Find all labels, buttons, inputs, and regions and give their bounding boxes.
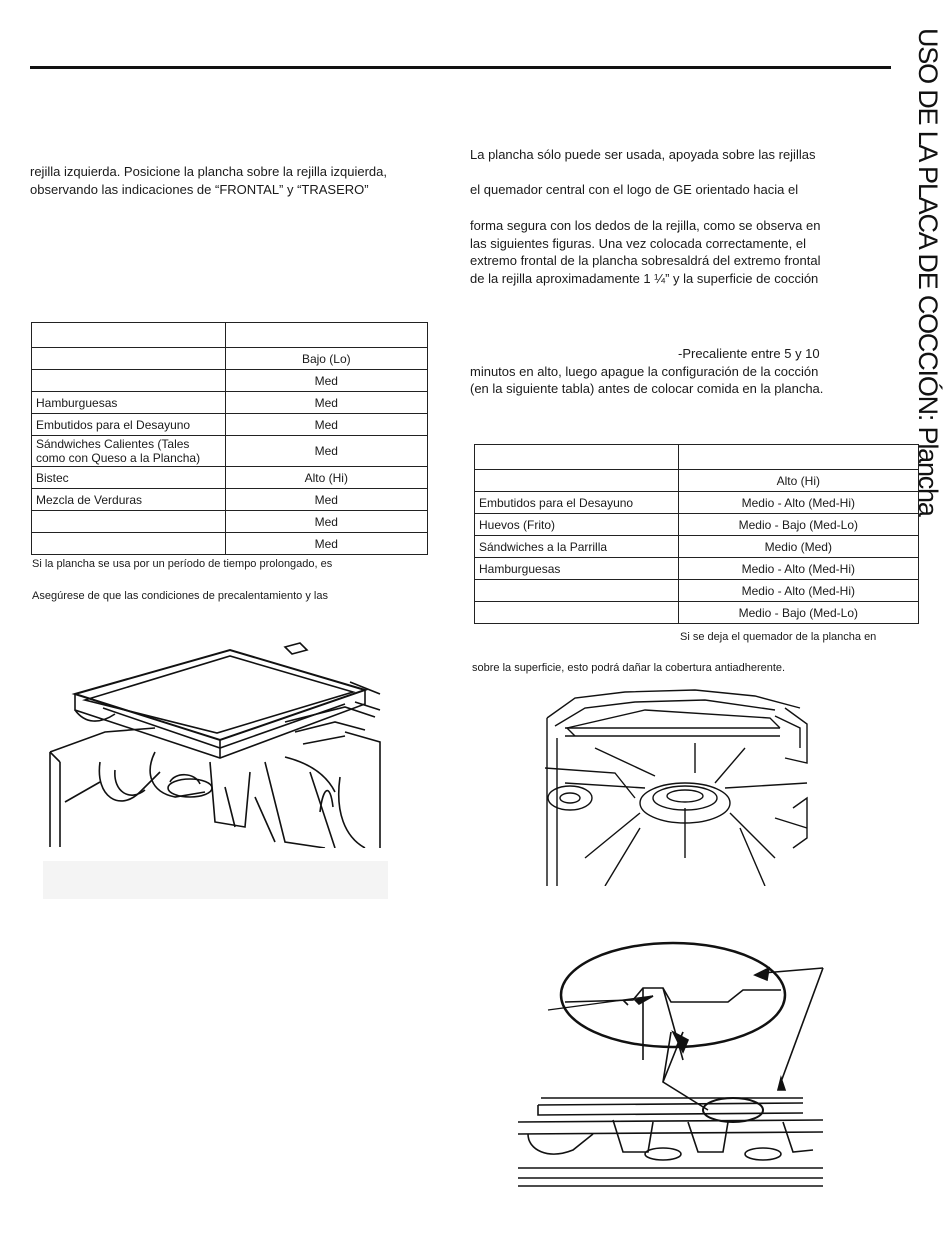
table-row [475, 602, 919, 624]
food-cell [32, 370, 226, 392]
right-para3-line: de la rejilla aproximadamente 1 ¼” y la superficie de cocción [470, 270, 819, 286]
food-cell [475, 470, 679, 492]
right-para3-line: extremo frontal de la plancha sobresaldrá del extremo frontal [470, 253, 821, 268]
table-row [32, 533, 428, 555]
food-cell [32, 436, 226, 467]
left-intro-line: observando las indicaciones de “FRONTAL” y “TRASERO” [30, 181, 369, 197]
right-paragraph-1 [470, 146, 815, 164]
right-note-1: Si se deja el quemador de la plancha en [680, 631, 877, 643]
left-intro-line: rejilla izquierda. Posicione la plancha sobre la rejilla izquierda, [30, 164, 387, 179]
setting-cell: Med [225, 511, 427, 533]
table-row [475, 514, 919, 536]
setting-cell: Bajo (Lo) [225, 348, 427, 370]
header-rule [30, 66, 891, 69]
food-cell [475, 602, 679, 624]
table-row [32, 370, 428, 392]
right-para1-line: La plancha sólo puede ser usada, apoyada sobre las rejillas [470, 147, 816, 162]
left-note-2: Asegúrese de que las condiciones de precalentamiento y las [32, 590, 328, 602]
food-cell [475, 580, 679, 602]
page-section-title: USO DE LA PLACA DE COCCIÓN: Plancha [913, 28, 943, 516]
table-header-row [475, 445, 919, 470]
table-row [32, 436, 428, 467]
food-cell: Huevos (Frito) [475, 514, 679, 536]
food-cell: Embutidos para el Desayuno [32, 414, 226, 436]
preheat-line: minutos en alto, luego apague la configuración de la cocción [470, 363, 819, 379]
right-paragraph-3 [470, 217, 820, 287]
food-cell [32, 348, 226, 370]
right-para3-line: forma segura con los dedos de la rejilla, como se observa en [470, 218, 821, 233]
setting-cell: Medio - Alto (Med-Hi) [678, 492, 918, 514]
food-cell: Mezcla de Verduras [32, 489, 226, 511]
table-row [475, 558, 919, 580]
right-cooking-table [474, 444, 919, 624]
left-cooking-table [31, 322, 428, 555]
left-intro-paragraph [30, 163, 387, 198]
food-line: Sándwiches Calientes (Tales [36, 437, 190, 451]
food-cell [32, 533, 226, 555]
food-cell: Sándwiches a la Parrilla [475, 536, 679, 558]
setting-cell: Med [225, 533, 427, 555]
table-header-cell [475, 445, 679, 470]
table-row [32, 348, 428, 370]
table-row [32, 414, 428, 436]
setting-cell: Med [225, 392, 427, 414]
table-header-row [32, 323, 428, 348]
setting-cell: Medio - Bajo (Med-Lo) [678, 514, 918, 536]
preheat-paragraph [470, 345, 823, 398]
figure-caption-box [43, 861, 388, 899]
table-row [475, 492, 919, 514]
setting-cell: Alto (Hi) [678, 470, 918, 492]
table-row [32, 392, 428, 414]
table-header-cell [32, 323, 226, 348]
left-note-1: Si la plancha se usa por un período de tiempo prolongado, es [32, 558, 333, 570]
table-row [475, 580, 919, 602]
right-note-2: sobre la superficie, esto podrá dañar la cobertura antiadherente. [472, 662, 786, 674]
setting-cell: Medio (Med) [678, 536, 918, 558]
setting-cell: Med [225, 489, 427, 511]
food-cell [32, 511, 226, 533]
setting-cell: Medio - Alto (Med-Hi) [678, 580, 918, 602]
table-row [32, 511, 428, 533]
setting-cell: Medio - Bajo (Med-Lo) [678, 602, 918, 624]
right-para2-line: el quemador central con el logo de GE orientado hacia el [470, 182, 799, 197]
table-header-cell [225, 323, 427, 348]
right-para3-line: las siguientes figuras. Una vez colocada correctamente, el [470, 235, 807, 251]
food-cell: Hamburguesas [32, 392, 226, 414]
setting-cell: Medio - Alto (Med-Hi) [678, 558, 918, 580]
setting-cell: Med [225, 414, 427, 436]
food-cell: Bistec [32, 467, 226, 489]
setting-cell: Med [225, 370, 427, 392]
right-paragraph-2 [470, 181, 798, 199]
table-row [475, 470, 919, 492]
table-row [475, 536, 919, 558]
preheat-line: -Precaliente entre 5 y 10 [678, 346, 820, 361]
table-header-cell [678, 445, 918, 470]
griddle-center-burner-illustration [545, 688, 813, 886]
food-cell: Embutidos para el Desayuno [475, 492, 679, 514]
table-row [32, 489, 428, 511]
food-cell: Hamburguesas [475, 558, 679, 580]
preheat-line: (en la siguiente tabla) antes de colocar comida en la plancha. [470, 381, 824, 396]
griddle-alignment-detail-illustration [513, 940, 833, 1188]
food-line: como con Queso a la Plancha) [36, 451, 201, 465]
table-row [32, 467, 428, 489]
setting-cell: Alto (Hi) [225, 467, 427, 489]
griddle-on-left-grate-illustration [45, 612, 385, 848]
setting-cell: Med [225, 436, 427, 467]
